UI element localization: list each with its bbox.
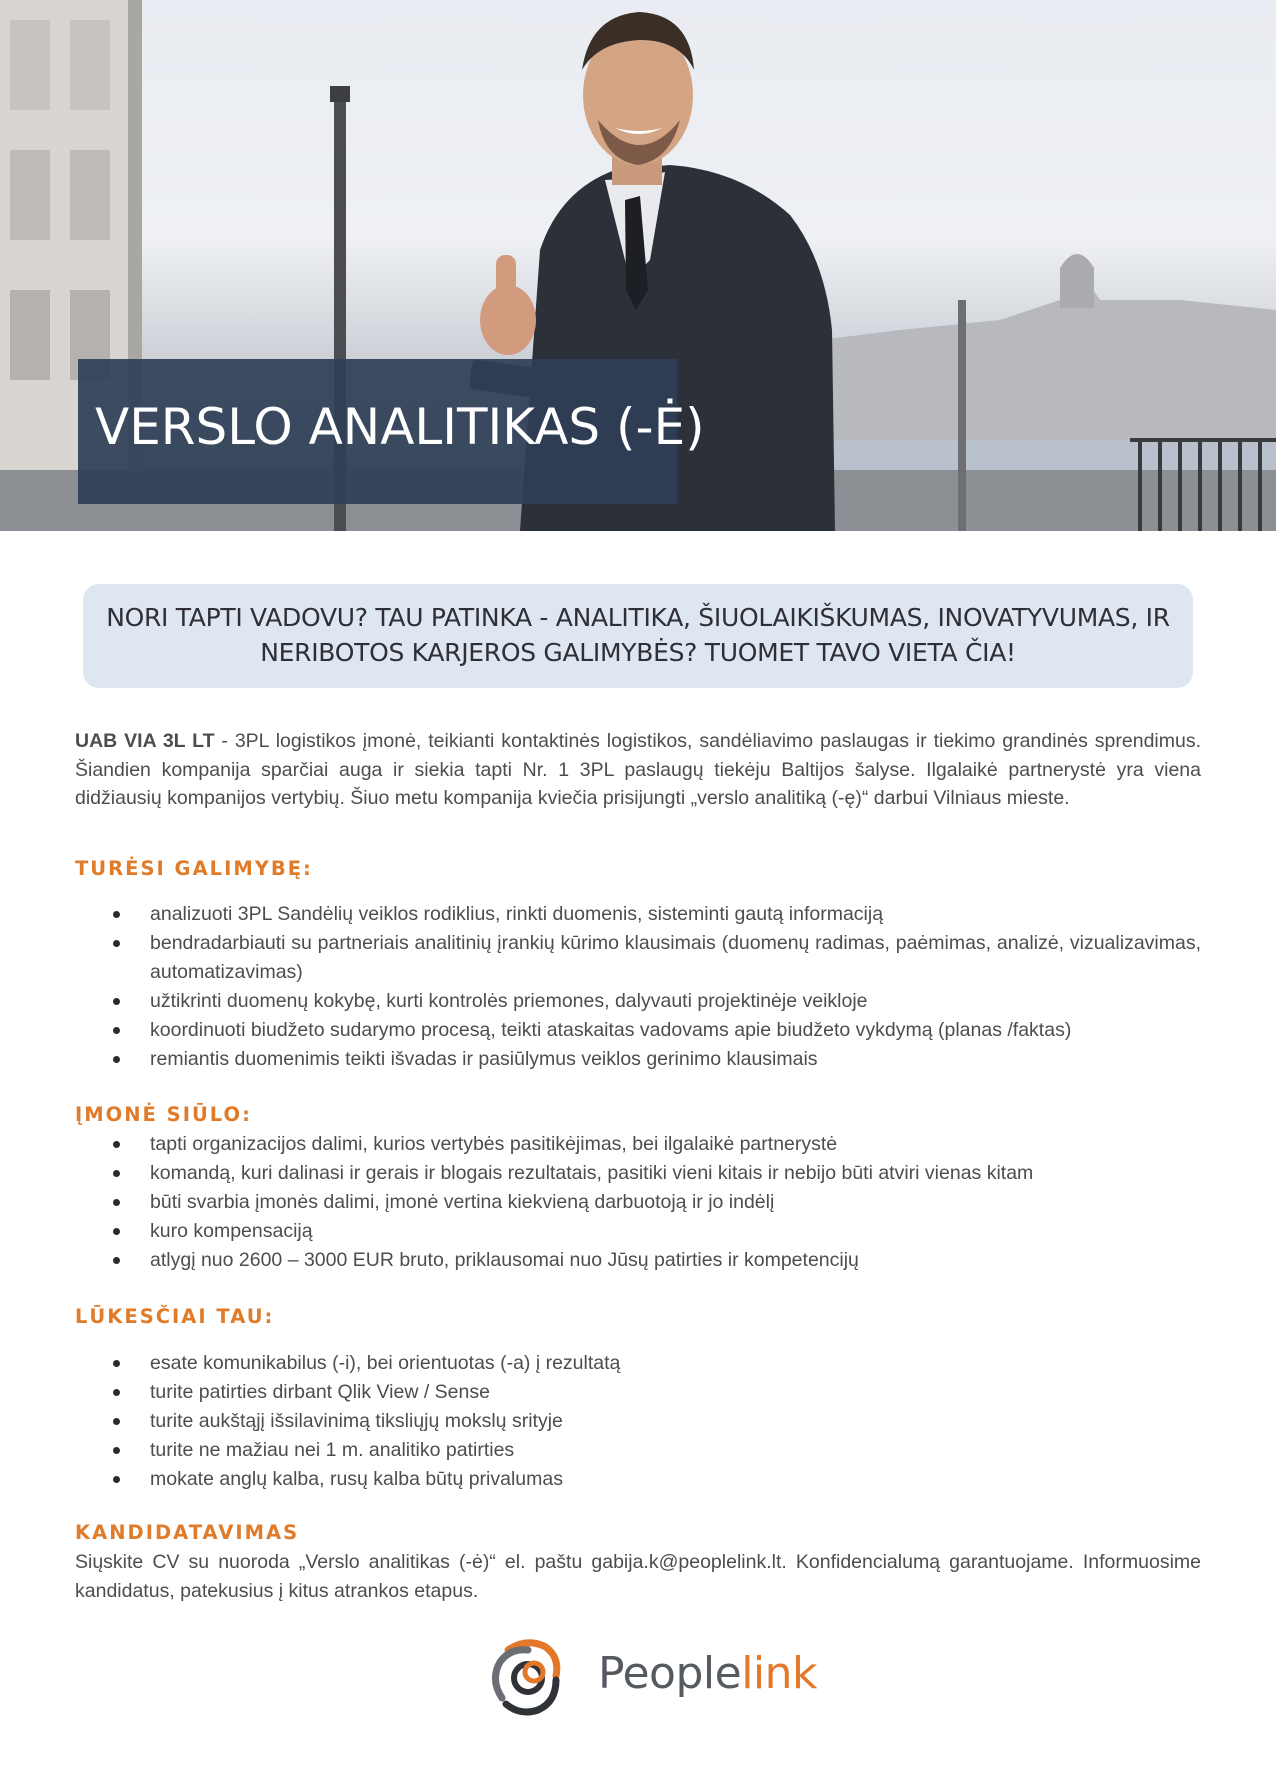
list-item: tapti organizacijos dalimi, kurios vertybės pasitikėjimas, bei ilgalaikė partnerystė [75,1130,1201,1159]
list-item: turite aukštąjį išsilavinimą tiksliųjų mokslų srityje [75,1407,1201,1436]
bullet-icon [113,1257,120,1264]
callout-line-2: NERIBOTOS KARJEROS GALIMYBĖS? TUOMET TAVO VIETA ČIA! [260,638,1016,667]
bullet-icon [113,1389,120,1396]
bullet-icon [113,1141,120,1148]
bullet-icon [113,1199,120,1206]
apply-heading: KANDIDATAVIMAS [75,1521,300,1544]
list-item: koordinuoti biudžeto sudarymo procesą, teikti ataskaitas vadovams apie biudžeto vykdymą (planas /faktas) [75,1016,1201,1045]
apply-paragraph: Siųskite CV su nuoroda „Verslo analitikas (-ė)“ el. paštu gabija.k@peoplelink.lt. Konfidencialumą garantuojame. Informuosime kandidatus, patekusius į kitus atrankos etapus. [75,1551,1201,1602]
list-item: turite patirties dirbant Qlik View / Sense [75,1378,1201,1407]
intro-paragraph [75,727,1201,813]
list-item: turite ne mažiau nei 1 m. analitiko patirties [75,1436,1201,1465]
peoplelink-logo-text: Peoplelink [598,1648,818,1699]
list-item: analizuoti 3PL Sandėlių veiklos rodiklius, rinkti duomenis, sisteminti gautą informaciją [75,900,1201,929]
bullet-icon [113,1447,120,1454]
list-item: užtikrinti duomenų kokybę, kurti kontrolės priemones, dalyvauti projektinėje veikloje [75,987,1201,1016]
list-item: atlygį nuo 2600 – 3000 EUR bruto, priklausomai nuo Jūsų patirties ir kompetencijų [75,1246,1201,1275]
offer-heading: ĮMONĖ SIŪLO: [75,1103,252,1126]
bullet-icon [113,940,120,947]
opportunity-list [75,900,1201,1074]
bullet-icon [113,1027,120,1034]
callout-box [83,584,1193,688]
bullet-icon [113,1056,120,1063]
list-item: bendradarbiauti su partneriais analitinių įrankių kūrimo klausimais (duomenų radimas, paėmimas, analizė, vizualizavimas, automatizavimas) [75,929,1201,987]
expectations-heading: LŪKESČIAI TAU: [75,1305,275,1328]
list-item: komandą, kuri dalinasi ir gerais ir blogais rezultatais, pasitiki vieni kitais ir nebijo būti atviri vienas kitam [75,1159,1201,1188]
bullet-icon [113,1360,120,1367]
bullet-icon [113,911,120,918]
list-item: kuro kompensaciją [75,1217,1201,1246]
offer-list [75,1130,1201,1275]
peoplelink-logo-icon [486,1636,568,1718]
bullet-icon [113,1228,120,1235]
intro-text: - 3PL logistikos įmonė, teikianti kontaktinės logistikos, sandėliavimo paslaugas ir tiekimo grandinės sprendimus. Šiandien kompanija sparčiai auga ir siekia tapti Nr. 1 3PL paslaugų tiekėju Baltijos šalyse. Ilgalaikė partnerystė yra viena didžiausių kompanijos vertybių. Šiuo metu kompanija kviečia prisijungti „verslo analitiką (-ę)“ darbui Vilniaus mieste. [75,730,1202,809]
list-item: būti svarbia įmonės dalimi, įmonė vertina kiekvieną darbuotoją ir jo indėlį [75,1188,1201,1217]
hero-photo [0,0,1276,531]
opportunity-heading: TURĖSI GALIMYBĘ: [75,857,313,880]
bullet-icon [113,1418,120,1425]
bullet-icon [113,998,120,1005]
expectations-list [75,1349,1201,1494]
job-title: VERSLO ANALITIKAS (-Ė) [95,398,705,456]
bullet-icon [113,1476,120,1483]
bullet-icon [113,1170,120,1177]
company-name: UAB VIA 3L LT [75,730,215,752]
list-item: esate komunikabilus (-i), bei orientuotas (-a) į rezultatą [75,1349,1201,1378]
callout-line-1: NORI TAPTI VADOVU? TAU PATINKA - ANALITIKA, ŠIUOLAIKIŠKUMAS, INOVATYVUMAS, IR [106,603,1170,632]
list-item: remiantis duomenimis teikti išvadas ir pasiūlymus veiklos gerinimo klausimais [75,1045,1201,1074]
list-item: mokate anglų kalba, rusų kalba būtų privalumas [75,1465,1201,1494]
